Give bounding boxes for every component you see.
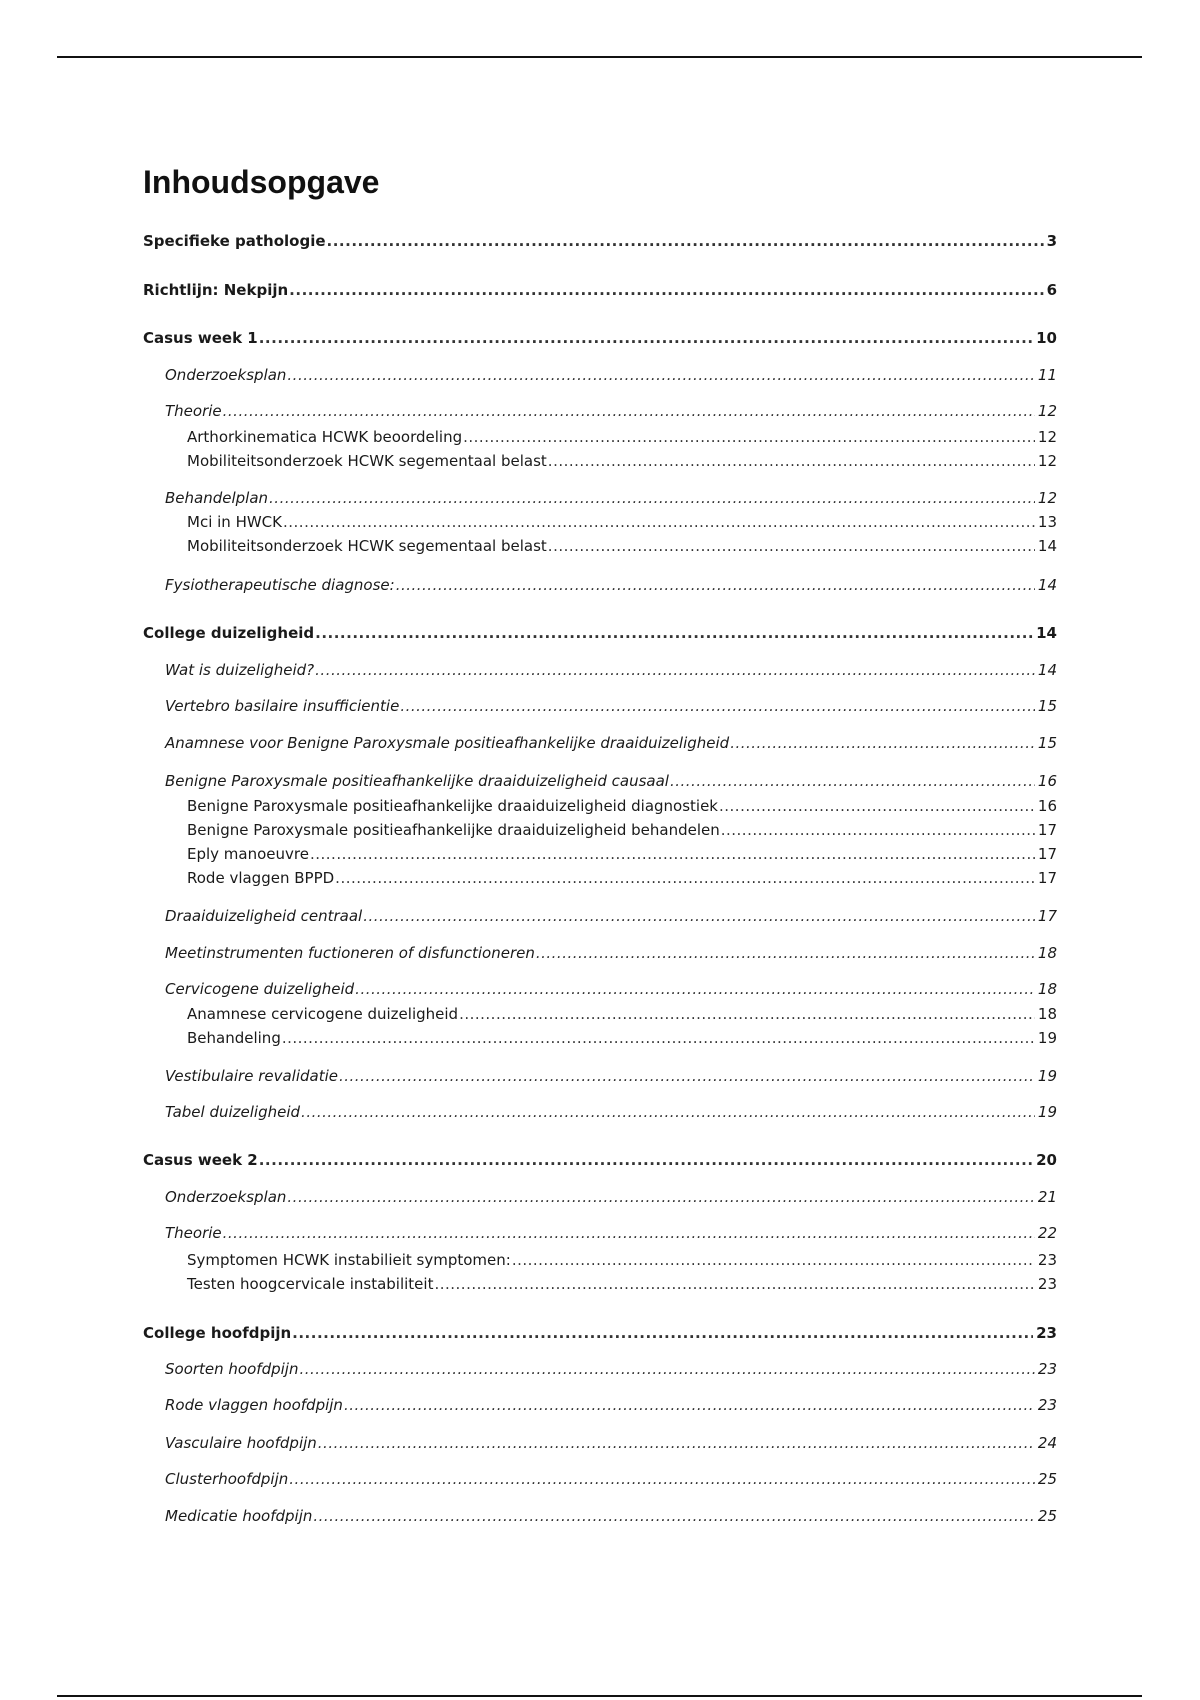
toc-entry-label: Casus week 2 xyxy=(143,1151,258,1169)
toc-entry-label: Theorie xyxy=(165,402,222,420)
toc-page-number: 20 xyxy=(1036,1151,1057,1169)
toc-entry[interactable] xyxy=(143,1322,1057,1344)
toc-leader xyxy=(339,1065,1035,1087)
toc-leader xyxy=(259,1149,1033,1171)
toc-leader xyxy=(289,279,1043,301)
toc-page-number: 22 xyxy=(1037,1224,1057,1242)
toc-page-number: 21 xyxy=(1037,1188,1057,1206)
toc-entry[interactable] xyxy=(165,364,1057,386)
toc-leader xyxy=(318,1432,1035,1454)
toc-entry-label: Meetinstrumenten fuctioneren of disfunctioneren xyxy=(165,944,535,962)
toc-entry-label: Symptomen HCWK instabilieit symptomen: xyxy=(187,1251,511,1269)
toc-entry-label: College duizeligheid xyxy=(143,624,315,642)
toc-entry-label: Tabel duizeligheid xyxy=(165,1103,301,1121)
toc-leader xyxy=(301,1101,1035,1123)
toc-page-number: 19 xyxy=(1037,1029,1057,1047)
toc-entry[interactable] xyxy=(165,400,1057,422)
toc-entry[interactable] xyxy=(165,1222,1057,1244)
toc-page-number: 12 xyxy=(1037,428,1057,446)
toc-page-number: 6 xyxy=(1046,281,1057,299)
toc-leader xyxy=(721,819,1035,841)
toc-page-number: 23 xyxy=(1037,1275,1057,1293)
table-of-contents xyxy=(143,0,1057,1700)
toc-leader xyxy=(730,732,1035,754)
toc-page-number: 17 xyxy=(1037,821,1057,839)
toc-entry-label: Anamnese voor Benigne Paroxysmale positieafhankelijke draaiduizeligheid xyxy=(165,734,730,752)
toc-entry-label: Behandelplan xyxy=(165,489,269,507)
toc-page-number: 24 xyxy=(1037,1434,1057,1452)
toc-entry[interactable] xyxy=(165,1186,1057,1208)
toc-entry[interactable] xyxy=(165,770,1057,792)
toc-entry-label: Wat is duizeligheid? xyxy=(165,661,315,679)
toc-entry[interactable] xyxy=(187,843,1057,865)
toc-entry-label: Richtlijn: Nekpijn xyxy=(143,281,289,299)
toc-entry-label: Mobiliteitsonderzoek HCWK segementaal belast xyxy=(187,537,547,555)
footer-rule xyxy=(57,1695,1142,1697)
toc-entry-label: Fysiotherapeutische diagnose: xyxy=(165,576,395,594)
page-title: Inhoudsopgave xyxy=(143,164,380,200)
toc-entry[interactable] xyxy=(187,511,1057,533)
toc-page-number: 17 xyxy=(1037,869,1057,887)
toc-page-number: 17 xyxy=(1037,845,1057,863)
toc-leader xyxy=(313,1505,1035,1527)
toc-entry[interactable] xyxy=(187,535,1057,557)
toc-leader xyxy=(315,622,1033,644)
toc-entry-label: Rode vlaggen BPPD xyxy=(187,869,335,887)
toc-entry-label: Eply manoeuvre xyxy=(187,845,309,863)
toc-entry[interactable] xyxy=(165,659,1057,681)
toc-leader xyxy=(536,942,1035,964)
toc-leader xyxy=(355,978,1035,1000)
toc-leader xyxy=(292,1322,1033,1344)
toc-entry[interactable] xyxy=(165,1432,1057,1454)
toc-entry-label: Rode vlaggen hoofdpijn xyxy=(165,1396,343,1414)
toc-entry[interactable] xyxy=(165,978,1057,1000)
toc-entry[interactable] xyxy=(143,327,1057,349)
toc-entry[interactable] xyxy=(165,1358,1057,1380)
toc-entry-label: Testen hoogcervicale instabiliteit xyxy=(187,1275,434,1293)
toc-page-number: 12 xyxy=(1037,402,1057,420)
toc-leader xyxy=(400,695,1035,717)
toc-entry-label: Mobiliteitsonderzoek HCWK segementaal belast xyxy=(187,452,547,470)
toc-entry[interactable] xyxy=(187,867,1057,889)
toc-entry-label: Onderzoeksplan xyxy=(165,1188,287,1206)
toc-leader xyxy=(363,905,1035,927)
toc-page-number: 3 xyxy=(1046,232,1057,250)
toc-entry[interactable] xyxy=(187,1027,1057,1049)
toc-leader xyxy=(223,400,1035,422)
toc-page-number: 19 xyxy=(1037,1103,1057,1121)
toc-page-number: 14 xyxy=(1037,576,1057,594)
toc-page-number: 18 xyxy=(1037,980,1057,998)
toc-entry[interactable] xyxy=(165,487,1057,509)
toc-page-number: 25 xyxy=(1037,1470,1057,1488)
toc-entry[interactable] xyxy=(187,1003,1057,1025)
toc-leader xyxy=(289,1468,1035,1490)
toc-leader xyxy=(670,770,1035,792)
toc-entry[interactable] xyxy=(165,1101,1057,1123)
toc-entry[interactable] xyxy=(165,695,1057,717)
toc-page-number: 14 xyxy=(1037,537,1057,555)
toc-entry[interactable] xyxy=(165,942,1057,964)
toc-page-number: 23 xyxy=(1036,1324,1057,1342)
toc-entry-label: Draaiduizeligheid centraal xyxy=(165,907,363,925)
toc-page-number: 14 xyxy=(1037,661,1057,679)
toc-leader xyxy=(344,1394,1035,1416)
toc-page-number: 15 xyxy=(1037,734,1057,752)
toc-leader xyxy=(327,230,1044,252)
toc-entry-label: Vertebro basilaire insufficientie xyxy=(165,697,400,715)
toc-page-number: 23 xyxy=(1037,1360,1057,1378)
toc-entry[interactable] xyxy=(187,450,1057,472)
toc-entry[interactable] xyxy=(187,1273,1057,1295)
toc-entry-label: Clusterhoofdpijn xyxy=(165,1470,289,1488)
toc-leader xyxy=(548,450,1035,472)
toc-entry[interactable] xyxy=(143,1149,1057,1171)
toc-page-number: 25 xyxy=(1037,1507,1057,1525)
toc-leader xyxy=(434,1273,1034,1295)
toc-leader xyxy=(287,364,1035,386)
toc-entry-label: Onderzoeksplan xyxy=(165,366,287,384)
toc-page-number: 18 xyxy=(1037,1005,1057,1023)
toc-leader xyxy=(719,795,1035,817)
toc-entry[interactable] xyxy=(143,622,1057,644)
toc-entry[interactable] xyxy=(165,905,1057,927)
toc-page-number: 12 xyxy=(1037,452,1057,470)
toc-entry[interactable] xyxy=(165,1468,1057,1490)
toc-entry[interactable] xyxy=(165,1394,1057,1416)
toc-entry-label: Behandeling xyxy=(187,1029,281,1047)
toc-entry-label: Theorie xyxy=(165,1224,222,1242)
toc-leader xyxy=(269,487,1035,509)
toc-leader xyxy=(259,327,1033,349)
toc-entry-label: Benigne Paroxysmale positieafhankelijke draaiduizeligheid causaal xyxy=(165,772,669,790)
toc-entry[interactable] xyxy=(187,795,1057,817)
toc-entry[interactable] xyxy=(165,1065,1057,1087)
toc-leader xyxy=(299,1358,1034,1380)
toc-entry-label: Benigne Paroxysmale positieafhankelijke draaiduizeligheid diagnostiek xyxy=(187,797,718,815)
toc-entry-label: Soorten hoofdpijn xyxy=(165,1360,299,1378)
toc-entry[interactable] xyxy=(143,230,1057,252)
toc-entry-label: Specifieke pathologie xyxy=(143,232,326,250)
toc-leader xyxy=(335,867,1035,889)
toc-leader xyxy=(310,843,1035,865)
toc-entry-label: Casus week 1 xyxy=(143,329,258,347)
toc-entry[interactable] xyxy=(187,426,1057,448)
toc-entry[interactable] xyxy=(187,819,1057,841)
toc-leader xyxy=(548,535,1035,557)
toc-entry[interactable] xyxy=(187,1249,1057,1271)
toc-page-number: 19 xyxy=(1037,1067,1057,1085)
toc-page-number: 16 xyxy=(1037,772,1057,790)
toc-leader xyxy=(287,1186,1035,1208)
toc-leader xyxy=(223,1222,1035,1244)
toc-entry[interactable] xyxy=(165,1505,1057,1527)
toc-page-number: 14 xyxy=(1036,624,1057,642)
toc-page-number: 17 xyxy=(1037,907,1057,925)
toc-entry[interactable] xyxy=(165,574,1057,596)
toc-entry[interactable] xyxy=(143,279,1057,301)
toc-page-number: 16 xyxy=(1037,797,1057,815)
toc-entry-label: Arthorkinematica HCWK beoordeling xyxy=(187,428,463,446)
toc-leader xyxy=(315,659,1035,681)
toc-entry-label: Mci in HWCK xyxy=(187,513,282,531)
toc-page-number: 18 xyxy=(1037,944,1057,962)
toc-leader xyxy=(282,1027,1035,1049)
toc-page-number: 15 xyxy=(1037,697,1057,715)
toc-entry-label: Cervicogene duizeligheid xyxy=(165,980,355,998)
toc-page-number: 23 xyxy=(1037,1251,1057,1269)
toc-page-number: 23 xyxy=(1037,1396,1057,1414)
toc-page-number: 10 xyxy=(1036,329,1057,347)
toc-entry-label: Anamnese cervicogene duizeligheid xyxy=(187,1005,459,1023)
toc-leader xyxy=(512,1249,1035,1271)
toc-entry-label: Vasculaire hoofdpijn xyxy=(165,1434,317,1452)
toc-entry-label: Medicatie hoofdpijn xyxy=(165,1507,313,1525)
toc-page-number: 13 xyxy=(1037,513,1057,531)
toc-entry-label: College hoofdpijn xyxy=(143,1324,292,1342)
toc-leader xyxy=(283,511,1035,533)
toc-entry-label: Vestibulaire revalidatie xyxy=(165,1067,338,1085)
toc-leader xyxy=(463,426,1035,448)
toc-page-number: 12 xyxy=(1037,489,1057,507)
toc-leader xyxy=(396,574,1035,596)
toc-leader xyxy=(459,1003,1035,1025)
toc-entry-label: Benigne Paroxysmale positieafhankelijke draaiduizeligheid behandelen xyxy=(187,821,720,839)
toc-entry[interactable] xyxy=(165,732,1057,754)
toc-page-number: 11 xyxy=(1037,366,1057,384)
